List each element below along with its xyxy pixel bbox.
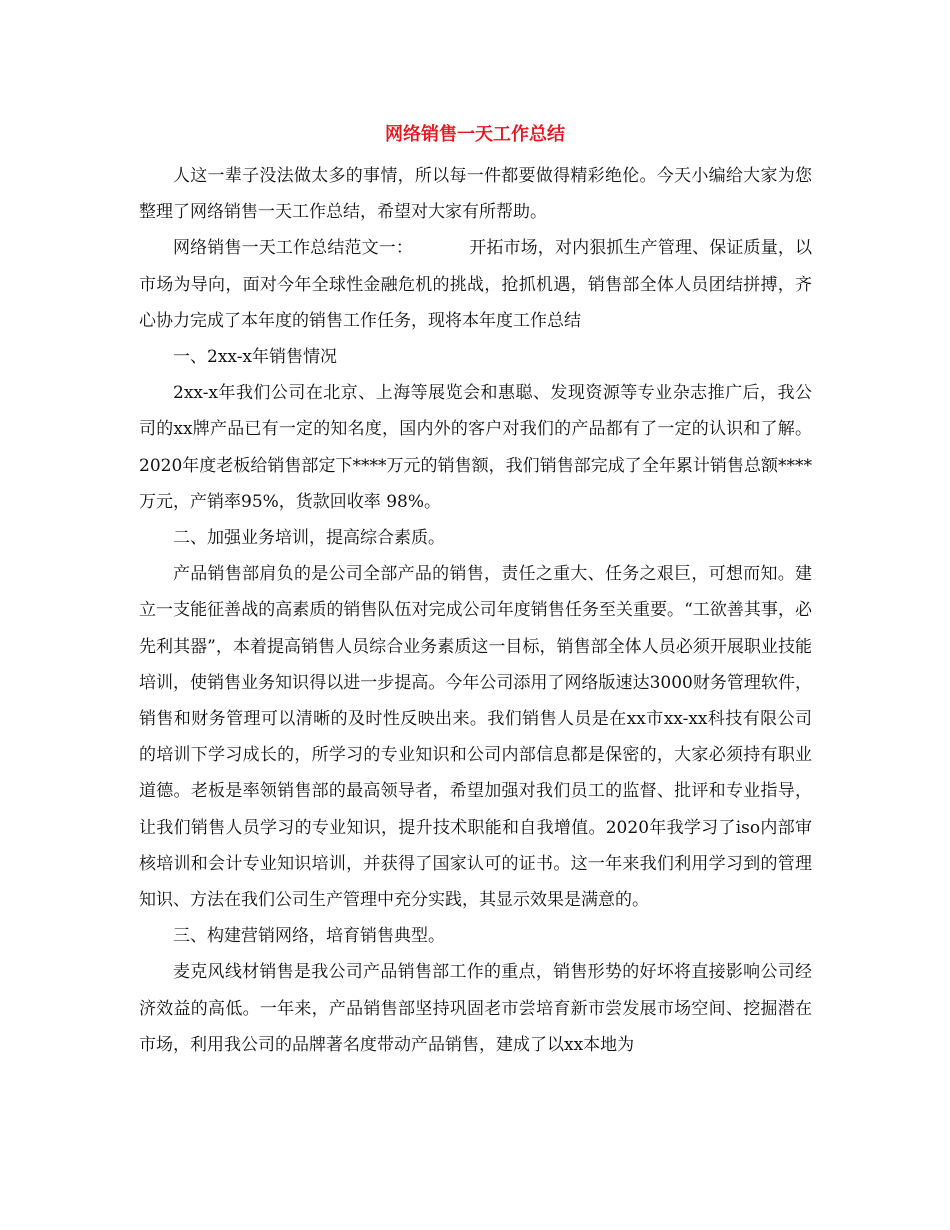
document-title: 网络销售一天工作总结: [385, 124, 565, 145]
section-heading-1: 一、2xx-x年销售情况: [173, 347, 338, 368]
paragraph-section-3: 麦克风线材销售是我公司产品销售部工作的重点，销售形势的好坏将直接影响公司经济效益的高低。一年来，产品销售部坚持巩固老市尝培育新市尝发展市场空间、挖掘潜在市场，利用我公司的品牌著名度带动产品销售，建成了以xx本地为: [139, 962, 812, 1055]
section-heading-2: 二、加强业务培训，提高综合素质。: [173, 528, 445, 549]
sample-text: 开拓市场，对内狠抓生产管理、保证质量，以市场为导向，面对今年全球性金融危机的挑战，抢抓机遇，销售部全体人员团结拼搏，齐心协力完成了本年度的销售工作任务，现将本年度工作总结: [139, 238, 813, 331]
paragraph-section-1: 2xx-x年我们公司在北京、上海等展览会和惠聪、发现资源等专业杂志推广后，我公司的xx牌产品已有一定的知名度，国内外的客户对我们的产品都有了一定的认识和了解。2020年度老板给销售部定下****万元的销售额，我们销售部完成了全年累计销售总额****万元，产销率95%，货款回收率 98%。: [139, 383, 812, 512]
paragraph-section-2: 产品销售部肩负的是公司全部产品的销售，责任之重大、任务之艰巨，可想而知。建立一支能征善战的高素质的销售队伍对完成公司年度销售任务至关重要。“工欲善其事，必先利其器”，本着提高销售人员综合业务素质这一目标，销售部全体人员必须开展职业技能培训，使销售业务知识得以进一步提高。今年公司添用了网络版速达3000财务管理软件，销售和财务管理可以清晰的及时性反映出来。我们销售人员是在xx市xx-xx科技有限公司的培训下学习成长的，所学习的专业知识和公司内部信息都是保密的，大家必须持有职业道德。老板是率领销售部的最高领导者，希望加强对我们员工的监督、批评和专业指导，让我们销售人员学习的专业知识，提升技术职能和自我增值。2020年我学习了iso内部审核培训和会计专业知识培训，并获得了国家认可的证书。这一年来我们利用学习到的管理知识、方法在我们公司生产管理中充分实践，其显示效果是满意的。: [139, 564, 812, 911]
sample-heading: 网络销售一天工作总结范文一：: [173, 238, 414, 259]
paragraph-intro: 人这一辈子没法做太多的事情，所以每一件都要做得精彩绝伦。今天小编给大家为您整理了网络销售一天工作总结，希望对大家有所帮助。: [139, 166, 812, 223]
document-body: [139, 158, 812, 1063]
section-heading-3: 三、构建营销网络，培育销售典型。: [173, 926, 445, 947]
paragraph-sample-one: [139, 230, 812, 339]
